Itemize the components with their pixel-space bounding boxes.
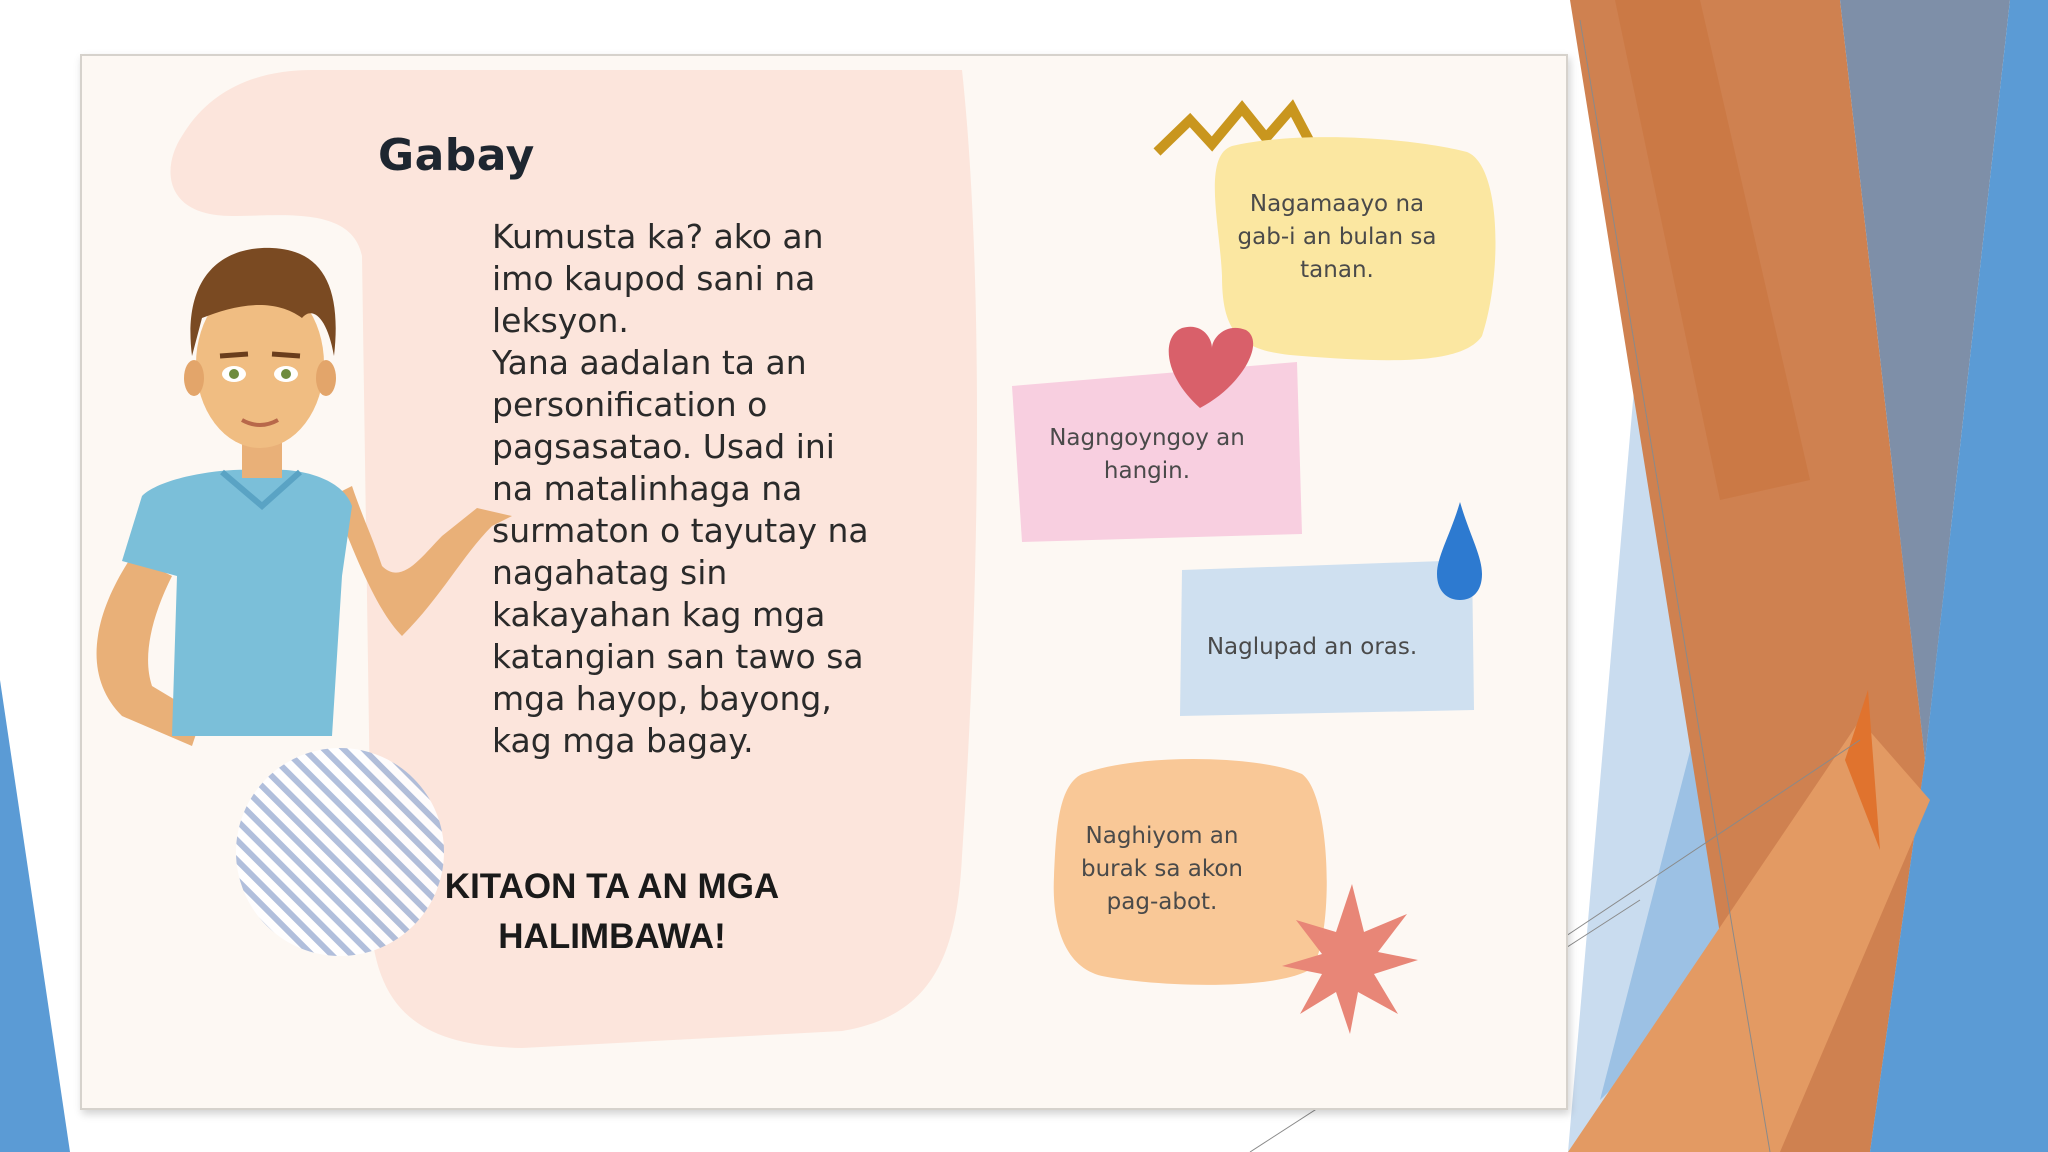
guide-paragraph: Kumusta ka? ako an imo kaupod sani na leksyon. Yana aadalan ta an personification o pagsasatao. Usad ini na matalinhaga na surmaton o tayutay na nagahatag sin kakayahan kag mga katangian san tawo sa mga hayop, bayong, kag mga bagay.	[492, 217, 869, 760]
example-note-4: Naghiyom an burak sa akon pag-abot.	[1081, 823, 1243, 915]
example-note-2: Nagngoyngoy an hangin.	[1049, 425, 1245, 484]
examples-callout: KITAON TA AN MGA HALIMBAWA!	[444, 867, 780, 956]
striped-circle-icon	[236, 748, 444, 956]
example-note-3: Naglupad an oras.	[1206, 634, 1418, 660]
left-blue-facet	[0, 680, 70, 1152]
water-drop-icon	[1437, 502, 1482, 600]
slide-heading: Gabay	[378, 130, 535, 181]
example-note-1: Nagamaayo na gab-i an bulan sa tanan.	[1237, 191, 1437, 283]
slide-card	[80, 54, 1568, 1110]
